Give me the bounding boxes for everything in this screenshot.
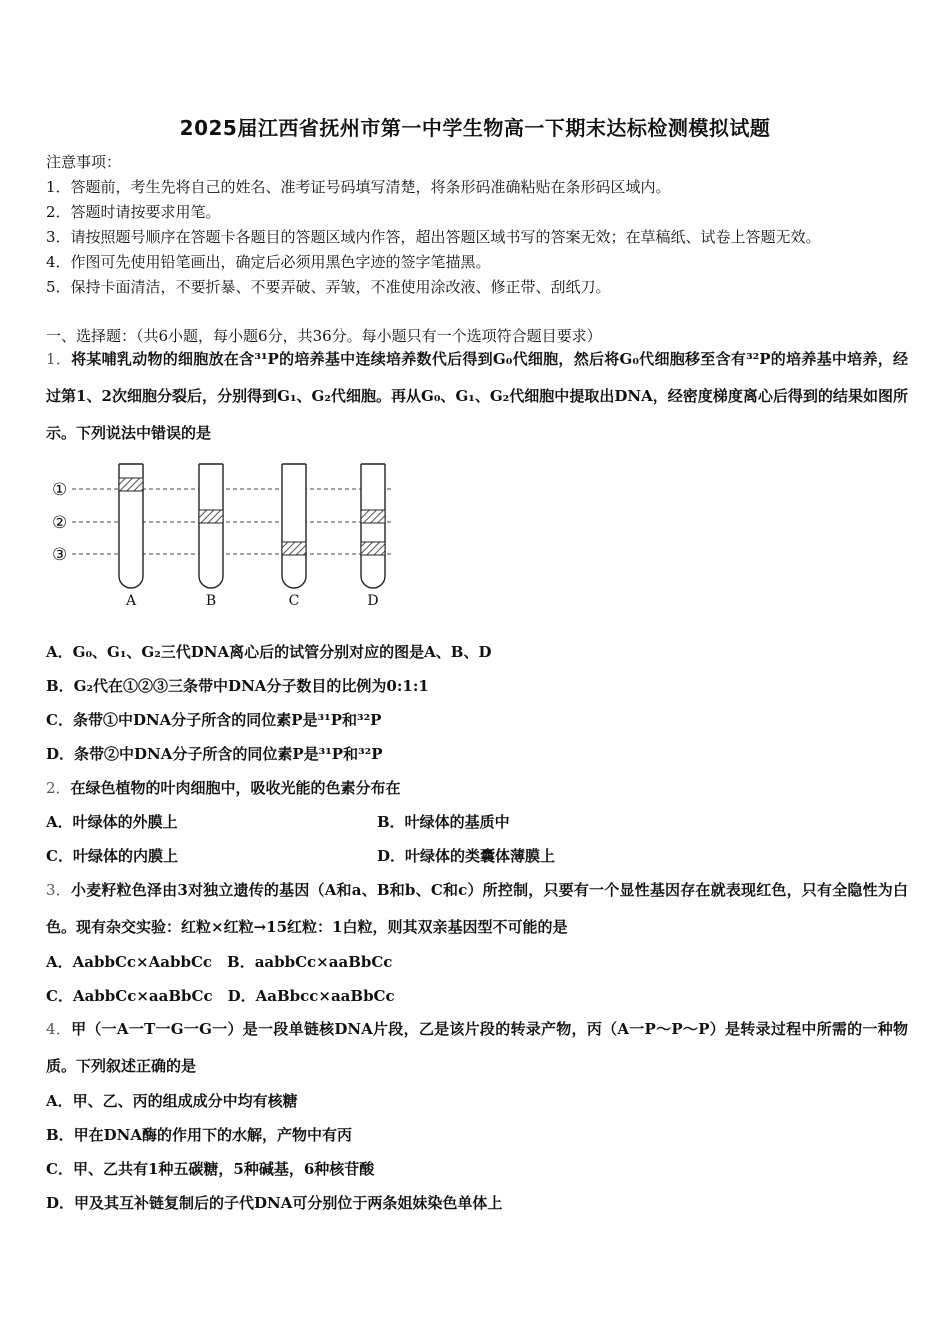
tube-label: C xyxy=(288,593,300,609)
centrifuge-tubes-figure xyxy=(46,458,396,610)
notice-item: 3．请按照题号顺序在答题卡各题目的答题区域内作答，超出答题区域书写的答案无效；在草稿纸、试卷上答题无效。 xyxy=(46,228,821,246)
option-b: B．叶绿体的基质中 xyxy=(377,813,510,831)
options-row: C．AabbCc×aaBbCc D．AaBbcc×aaBbCc xyxy=(46,987,395,1005)
notice-item: 2．答题时请按要求用笔。 xyxy=(46,203,221,221)
band-label: ③ xyxy=(52,545,68,565)
option-d: D．叶绿体的类囊体薄膜上 xyxy=(377,847,556,865)
option-a: A．G₀、G₁、G₂三代DNA离心后的试管分别对应的图是A、B、D xyxy=(46,643,492,661)
dna-band xyxy=(361,510,385,523)
question-2-stem xyxy=(46,778,401,798)
dna-band xyxy=(199,510,223,523)
page-title: 2025届江西省抚州市第一中学生物高一下期末达标检测模拟试题 xyxy=(179,116,771,140)
dna-band xyxy=(282,542,306,555)
band-label: ② xyxy=(52,513,68,533)
section-heading: 一、选择题：（共6小题，每小题6分，共36分。每小题只有一个选项符合题目要求） xyxy=(46,327,602,345)
option-c: C．甲、乙共有1种五碳糖，5种碱基，6种核苷酸 xyxy=(46,1160,375,1178)
option-c: C．叶绿体的内膜上 xyxy=(46,847,178,865)
test-tube xyxy=(282,464,306,588)
options-row: A．AabbCc×AabbCc B．aabbCc×aaBbCc xyxy=(46,953,393,971)
question-text: 甲（一A一T一G一G一）是一段单链核DNA片段，乙是该片段的转录产物，丙（A一P～P～P）是转录过程中所需的一种物质。下列叙述正确的是 xyxy=(46,1020,908,1075)
question-number: 4． xyxy=(46,1020,72,1038)
question-text: 将某哺乳动物的细胞放在含³¹P的培养基中连续培养数代后得到G₀代细胞，然后将G₀代细胞移至含有³²P的培养基中培养，经过第1、2次细胞分裂后，分别得到G₁、G₂代细胞。再从G₀、G₁、G₂代细胞中提取出DNA，经密度梯度离心后得到的结果如图所示。下列说法中错误的是 xyxy=(46,350,908,442)
question-number: 2． xyxy=(46,779,71,797)
option-a: A．甲、乙、丙的组成成分中均有核糖 xyxy=(46,1092,298,1110)
tube-label: D xyxy=(367,593,379,609)
question-4-stem xyxy=(46,1011,908,1085)
option-c: C．条带①中DNA分子所含的同位素P是³¹P和³²P xyxy=(46,711,382,729)
option-b: B．G₂代在①②③三条带中DNA分子数目的比例为0:1:1 xyxy=(46,677,429,695)
question-1-stem xyxy=(46,341,908,452)
question-3-stem xyxy=(46,872,908,946)
notice-item: 5．保持卡面清洁，不要折暴、不要弄破、弄皱，不准使用涂改液、修正带、刮纸刀。 xyxy=(46,278,611,296)
option-b: B．甲在DNA酶的作用下的水解，产物中有丙 xyxy=(46,1126,353,1144)
notice-heading: 注意事项： xyxy=(46,153,122,171)
option-d: D．条带②中DNA分子所含的同位素P是³¹P和³²P xyxy=(46,745,383,763)
tube-label: B xyxy=(205,593,217,609)
notice-item: 1．答题前，考生先将自己的姓名、准考证号码填写清楚，将条形码准确粘贴在条形码区域内。 xyxy=(46,178,671,196)
band-label: ① xyxy=(52,480,68,500)
dna-band xyxy=(119,478,143,491)
question-text: 小麦籽粒色泽由3对独立遗传的基因（A和a、B和b、C和c）所控制，只要有一个显性基因存在就表现红色，只有全隐性为白色。现有杂交实验：红粒×红粒→15红粒：1白粒，则其双亲基因型不可能的是 xyxy=(46,881,908,936)
dna-band xyxy=(361,542,385,555)
test-tube xyxy=(199,464,223,588)
tube-label: A xyxy=(125,593,137,609)
test-tube xyxy=(361,464,385,588)
option-d: D．甲及其互补链复制后的子代DNA可分别位于两条姐妹染色单体上 xyxy=(46,1194,503,1212)
option-a: A．叶绿体的外膜上 xyxy=(46,813,178,831)
notice-item: 4．作图可先使用铅笔画出，确定后必须用黑色字迹的签字笔描黑。 xyxy=(46,253,491,271)
question-number: 3． xyxy=(46,881,71,899)
question-text: 在绿色植物的叶肉细胞中，吸收光能的色素分布在 xyxy=(70,779,401,797)
question-number: 1． xyxy=(46,350,72,368)
